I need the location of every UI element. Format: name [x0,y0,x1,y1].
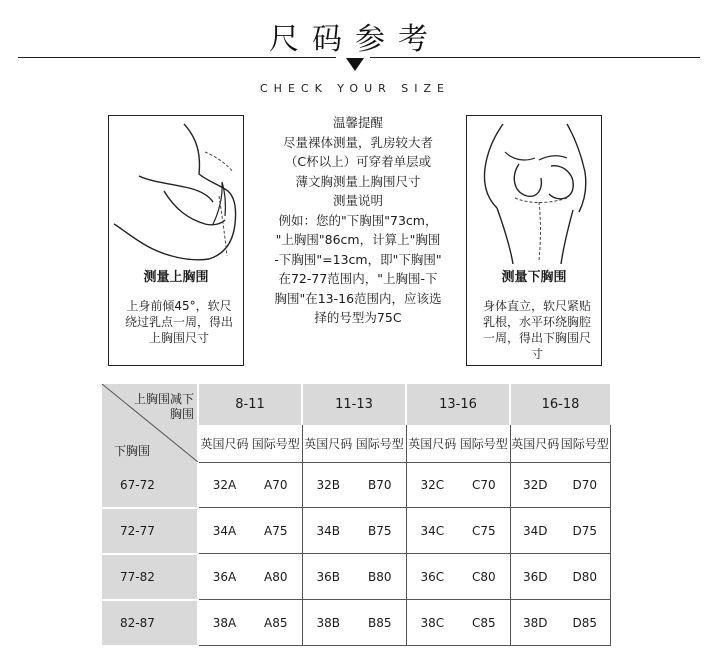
intl-size-header: 国际号型 [560,425,610,463]
instructions-line: "上胸围"86cm，计算上"胸围 [275,232,441,247]
size-cell: B80 [354,554,406,600]
size-cell: 32C [406,463,458,508]
title-rule-left [18,57,336,58]
size-cell: 34B [302,508,354,554]
row-label: 82-87 [102,600,198,646]
size-cell: D80 [560,554,610,600]
size-cell: 38A [198,600,250,646]
size-cell: B70 [354,463,406,508]
size-cell: 34A [198,508,250,554]
upper-bust-illustration [109,116,245,264]
corner-top-label: 上胸围减下胸围 [133,392,194,421]
tips-line: 尽量裸体测量，乳房较大者 [282,134,433,150]
table-row [102,600,610,646]
instructions-line: 在72-77范围内，"上胸围-下 [278,271,438,286]
instructions-line: 胸围"在13-16范围内，应该选 [274,290,442,306]
tips-heading: 温馨提醒 [332,115,383,130]
size-cell: C85 [458,600,510,646]
upper-bust-card [108,115,244,366]
uk-size-header: 英国尺码 [406,425,458,463]
upper-bust-description: 上身前倾45°，软尺绕过乳点一周，得出上胸围尺寸 [124,299,233,345]
under-bust-card [466,115,602,366]
page-subtitle: CHECK YOUR SIZE [260,82,450,95]
table-row [102,508,610,554]
size-cell: B85 [354,600,406,646]
page-title: 尺码参考 [269,22,441,57]
size-cell: 38B [302,600,354,646]
size-cell: D70 [560,463,610,508]
intl-size-header: 国际号型 [354,425,406,463]
uk-size-header: 英国尺码 [302,425,354,463]
size-cell: 38C [406,600,458,646]
size-cell: 32D [510,463,560,508]
size-cell: 36B [302,554,354,600]
size-cell: A75 [250,508,302,554]
size-cell: 36D [510,554,560,600]
instructions-line: 例如：您的"下胸围"73cm， [278,212,438,228]
range-header: 13-16 [406,384,510,425]
range-header: 8-11 [198,384,302,425]
size-cell: A70 [250,463,302,508]
size-cell: C75 [458,508,510,554]
intl-size-header: 国际号型 [458,425,510,463]
size-cell: C70 [458,463,510,508]
instructions-heading: 测量说明 [332,193,383,208]
table-row [102,463,610,508]
under-bust-illustration [467,116,603,264]
measurement-tips [268,113,448,328]
table-corner-header [102,384,198,463]
size-cell: 36A [198,554,250,600]
under-bust-description: 身体直立，软尺紧贴乳根，水平环绕胸腔一周，得出下胸围尺寸 [482,299,591,361]
size-cell: 32A [198,463,250,508]
size-cell: 32B [302,463,354,508]
upper-bust-title: 测量上胸围 [143,270,209,285]
size-cell: C80 [458,554,510,600]
instructions-line: -下胸围"=13cm，即"下胸围" [274,251,442,267]
tips-line: （C杯以上）可穿着单层或 [284,154,432,169]
table-row [102,554,610,600]
size-cell: 34D [510,508,560,554]
uk-size-header: 英国尺码 [510,425,560,463]
range-header: 11-13 [302,384,406,425]
size-cell: D75 [560,508,610,554]
size-cell: A85 [250,600,302,646]
size-cell: A80 [250,554,302,600]
row-label: 72-77 [102,508,198,554]
size-cell: 34C [406,508,458,554]
uk-size-header: 英国尺码 [198,425,250,463]
range-header: 16-18 [510,384,610,425]
triangle-marker-icon [346,58,364,71]
size-cell: 36C [406,554,458,600]
row-label: 67-72 [102,463,198,508]
under-bust-title: 测量下胸围 [501,270,567,285]
tips-line: 薄文胸测量上胸围尺寸 [295,173,421,189]
intl-size-header: 国际号型 [250,425,302,463]
size-cell: B75 [354,508,406,554]
size-table [102,384,610,640]
title-rule-right [370,57,700,58]
row-label: 77-82 [102,554,198,600]
instructions-line: 择的号型为75C [314,310,402,325]
size-cell: D85 [560,600,610,646]
corner-bottom-label: 下胸围 [114,444,151,458]
size-cell: 38D [510,600,560,646]
